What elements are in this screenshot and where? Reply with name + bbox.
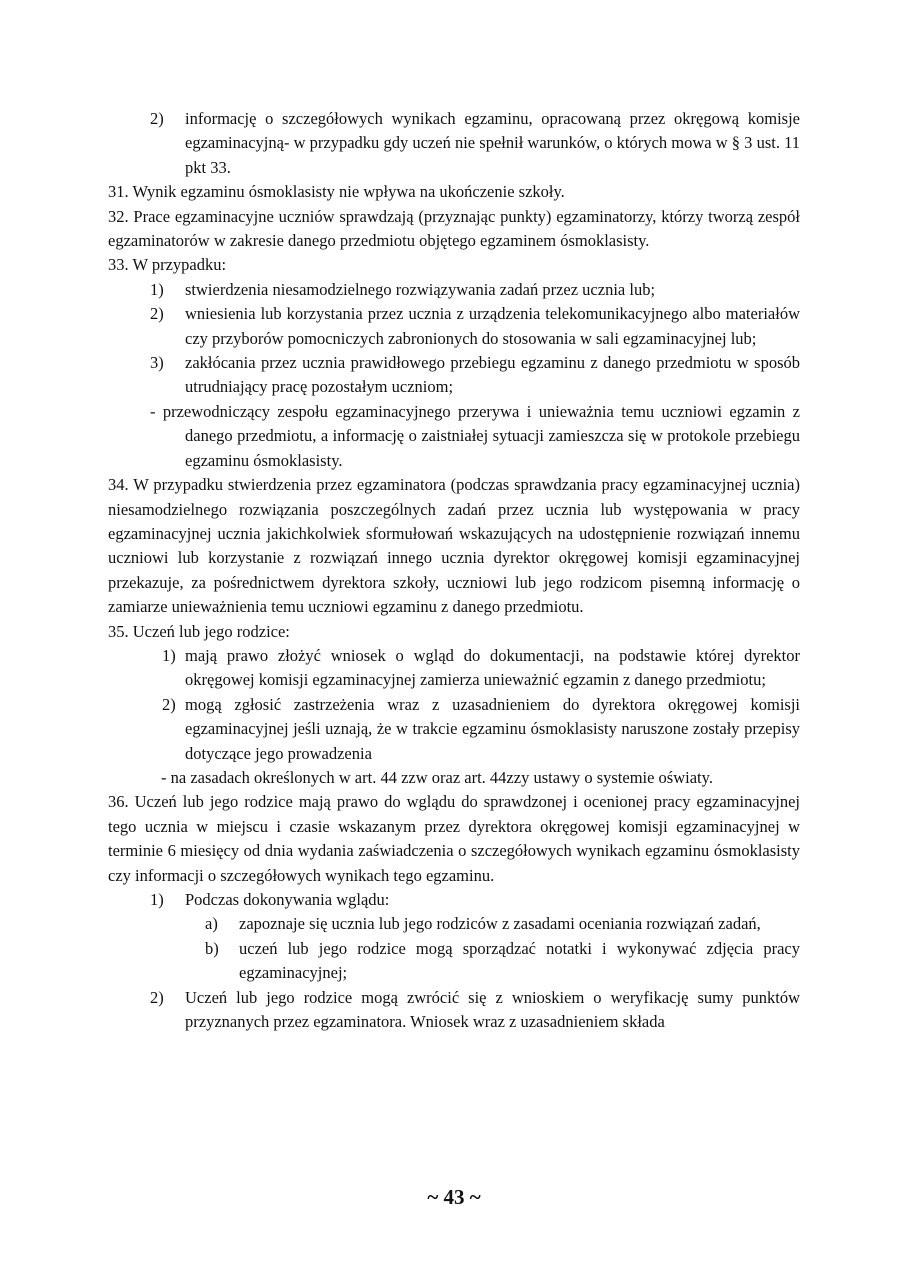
list-marker: 1) <box>150 279 164 299</box>
list-item-text: Podczas dokonywania wglądu: <box>185 890 390 909</box>
page-content <box>108 107 800 1034</box>
paragraph-34: 34. W przypadku stwierdzenia przez egzaminatora (podczas sprawdzania pracy egzaminacyjnej ucznia) niesamodzielnego rozwiązania poszczególnych zadań przez ucznia lub występowania w pracy egzaminacyjnej ucznia jakichkolwiek sformułowań wskazujących na udostępnienie rozwiązań innemu uczniowi lub korzystanie z rozwiązań innego ucznia dyrektor okręgowej komisji egzaminacyjnej przekazuje, za pośrednictwem dyrektora szkoły, uczniowi lub jego rodzicom pisemną informację o zamiarze unieważnienia temu uczniowi egzaminu z danego przedmiotu. <box>108 475 800 617</box>
list-item-text: informację o szczegółowych wynikach egzaminu, opracowaną przez okręgową komisje egzaminacyjną- w przypadku gdy uczeń nie spełnił warunków, o których mowa w § 3 ust. 11 pkt 33. <box>185 109 800 177</box>
list-marker: 2) <box>150 109 164 128</box>
list-item <box>108 888 800 912</box>
list-item <box>108 302 800 351</box>
list-marker: a) <box>205 914 218 934</box>
dash-note-35: - na zasadach określonych w art. 44 zzw oraz art. 44zzy ustawy o systemie oświaty. <box>161 767 713 787</box>
paragraph-31: 31. Wynik egzaminu ósmoklasisty nie wpływa na ukończenie szkoły. <box>108 182 565 202</box>
list-item <box>108 693 800 766</box>
sub-list-item <box>108 912 800 936</box>
page-number: ~ 43 ~ <box>427 1185 481 1209</box>
list-item <box>108 107 800 180</box>
list-item-text: zapoznaje się ucznia lub jego rodziców z zasadami oceniania rozwiązań zadań, <box>239 914 761 934</box>
list-item <box>108 278 800 302</box>
list-marker: b) <box>205 938 219 958</box>
list-item-text: mają prawo złożyć wniosek o wgląd do dokumentacji, na podstawie której dyrektor okręgowej komisji egzaminacyjnej zamierza unieważnić egzamin z danego przedmiotu; <box>185 645 800 690</box>
list-marker: 2) <box>150 304 164 324</box>
list-item-text: zakłócania przez ucznia prawidłowego przebiegu egzaminu z danego przedmiotu w sposób utrudniający pracę pozostałym uczniom; <box>185 353 800 397</box>
dash-note-33: - przewodniczący zespołu egzaminacyjnego przerywa i unieważnia temu uczniowi egzamin z danego przedmiotu, a informację o zaistniałej sytuacji zamieszcza się w protokole przebiegu egzaminu ósmoklasisty. <box>150 401 800 470</box>
list-item <box>108 644 800 693</box>
list-item-text: uczeń lub jego rodzice mogą sporządzać notatki i wykonywać zdjęcia pracy egzaminacyjnej; <box>239 938 800 983</box>
paragraph-32: 32. Prace egzaminacyjne uczniów sprawdzają (przyznając punkty) egzaminatorzy, którzy tworzą zespół egzaminatorów w zakresie danego przedmiotu objętego egzaminem ósmoklasisty. <box>108 206 800 251</box>
paragraph-33: 33. W przypadku: <box>108 255 227 275</box>
list-item-text: mogą zgłosić zastrzeżenia wraz z uzasadnieniem do dyrektora okręgowej komisji egzaminacyjnej jeśli uznają, że w trakcie egzaminu ósmoklasisty naruszone zostały przepisy dotyczące jego prowadzenia <box>185 694 800 763</box>
list-marker: 2) <box>150 987 164 1007</box>
list-item-text: stwierdzenia niesamodzielnego rozwiązywania zadań przez ucznia lub; <box>185 279 656 299</box>
paragraph-35: 35. Uczeń lub jego rodzice: <box>108 621 290 641</box>
list-marker: 1) <box>162 645 176 665</box>
sub-list-item <box>108 937 800 986</box>
list-marker: 3) <box>150 353 164 373</box>
list-marker: 1) <box>150 890 164 909</box>
list-item <box>108 986 800 1035</box>
list-marker: 2) <box>162 694 176 714</box>
list-item-text: Uczeń lub jego rodzice mogą zwrócić się z wnioskiem o weryfikację sumy punktów przyznanych przez egzaminatora. Wniosek wraz z uzasadnieniem składa <box>185 987 800 1032</box>
paragraph-36: 36. Uczeń lub jego rodzice mają prawo do wglądu do sprawdzonej i ocenionej pracy egzaminacyjnej tego ucznia w miejscu i czasie wskazanym przez dyrektora okręgowej komisji egzaminacyjnej w terminie 6 miesięcy od dnia wydania zaświadczenia o szczegółowych wynikach egzaminu ósmoklasisty czy informacji o szczegółowych wynikach tego egzaminu. <box>108 792 800 885</box>
list-item-text: wniesienia lub korzystania przez ucznia z urządzenia telekomunikacyjnego albo materiałów czy przyborów pomocniczych zabronionych do stosowania w sali egzaminacyjnej lub; <box>185 304 800 348</box>
list-item <box>108 351 800 400</box>
